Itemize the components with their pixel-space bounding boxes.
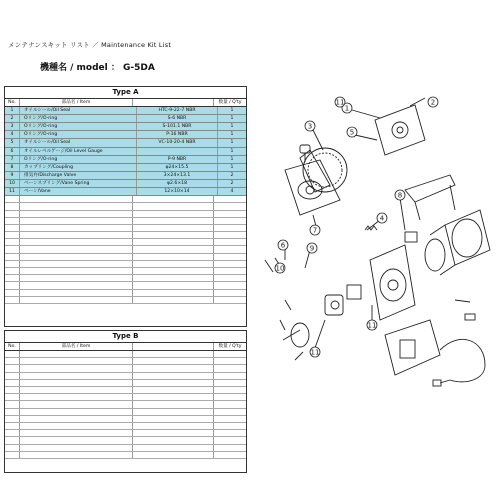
empty-cell bbox=[133, 196, 214, 202]
empty-cell bbox=[5, 437, 20, 443]
empty-row bbox=[5, 409, 246, 416]
col-no: No. bbox=[5, 343, 20, 350]
cell-qty: 4 bbox=[230, 189, 234, 195]
cell-spec: 12×10×14 bbox=[137, 188, 218, 195]
empty-cell bbox=[214, 380, 246, 386]
empty-cell bbox=[214, 282, 246, 288]
empty-cell bbox=[133, 203, 214, 209]
empty-cell bbox=[214, 290, 246, 296]
empty-cell bbox=[20, 261, 133, 267]
empty-cell bbox=[214, 218, 246, 224]
empty-cell bbox=[20, 254, 133, 260]
empty-cell bbox=[5, 380, 20, 386]
empty-cell bbox=[133, 437, 214, 443]
kit-list-title: メンテナンスキット リスト ／ Maintenance Kit List bbox=[8, 41, 172, 49]
svg-text:11: 11 bbox=[335, 98, 345, 107]
empty-cell bbox=[133, 423, 214, 429]
empty-row bbox=[5, 423, 246, 430]
callout-11c bbox=[310, 347, 320, 357]
empty-row bbox=[5, 246, 246, 253]
cell-name: Oリング/O-ring bbox=[20, 115, 137, 122]
empty-row bbox=[5, 239, 246, 246]
svg-text:4: 4 bbox=[379, 214, 385, 223]
svg-text:2: 2 bbox=[430, 98, 436, 107]
empty-cell bbox=[133, 351, 214, 357]
empty-cell bbox=[133, 394, 214, 400]
svg-text:9: 9 bbox=[309, 244, 315, 253]
empty-cell bbox=[20, 452, 133, 458]
empty-cell bbox=[133, 268, 214, 274]
empty-cell bbox=[5, 452, 20, 458]
empty-cell bbox=[133, 401, 214, 407]
empty-row bbox=[5, 445, 246, 452]
empty-cell bbox=[214, 373, 246, 379]
empty-cell bbox=[214, 409, 246, 415]
empty-row bbox=[5, 282, 246, 289]
empty-cell bbox=[20, 430, 133, 436]
empty-cell bbox=[5, 409, 20, 415]
empty-cell bbox=[133, 416, 214, 422]
empty-cell bbox=[5, 211, 20, 217]
empty-cell bbox=[20, 358, 133, 364]
cell-no: 5 bbox=[5, 139, 20, 146]
empty-row bbox=[5, 268, 246, 275]
empty-cell bbox=[5, 430, 20, 436]
cell-no: 4 bbox=[5, 131, 20, 138]
empty-row bbox=[5, 211, 246, 218]
cell-name: カップリング/Coupling bbox=[20, 164, 137, 171]
type-b-table bbox=[4, 330, 247, 473]
empty-cell bbox=[5, 394, 20, 400]
empty-row bbox=[5, 351, 246, 358]
empty-row bbox=[5, 290, 246, 297]
empty-cell bbox=[20, 297, 133, 303]
type-b-header-row bbox=[5, 343, 246, 351]
empty-cell bbox=[20, 225, 133, 231]
empty-cell bbox=[214, 254, 246, 260]
empty-row bbox=[5, 387, 246, 394]
empty-cell bbox=[5, 416, 20, 422]
empty-cell bbox=[214, 351, 246, 357]
exploded-parts-diagram bbox=[255, 90, 495, 390]
col-item: 部品名 / Item bbox=[20, 99, 133, 106]
cell-name: ベーンスプリング/Vane Spring bbox=[20, 180, 137, 187]
empty-cell bbox=[5, 246, 20, 252]
cell-no: 10 bbox=[5, 180, 20, 187]
empty-cell bbox=[5, 218, 20, 224]
callout-2 bbox=[428, 97, 438, 107]
empty-cell bbox=[133, 239, 214, 245]
empty-cell bbox=[214, 297, 246, 303]
empty-cell bbox=[5, 275, 20, 281]
empty-row bbox=[5, 275, 246, 282]
empty-row bbox=[5, 254, 246, 261]
table-row bbox=[5, 148, 246, 156]
empty-cell bbox=[5, 373, 20, 379]
empty-cell bbox=[5, 365, 20, 371]
cell-name: ベーン/Vane bbox=[20, 188, 137, 195]
cell-name: オイルシール/Oil Seal bbox=[20, 139, 137, 146]
cell-qty: 1 bbox=[230, 108, 234, 114]
table-row bbox=[5, 180, 246, 188]
empty-cell bbox=[20, 394, 133, 400]
col-no: No. bbox=[5, 99, 20, 106]
empty-cell bbox=[133, 380, 214, 386]
callout-11 bbox=[335, 97, 345, 107]
empty-cell bbox=[214, 275, 246, 281]
empty-cell bbox=[214, 452, 246, 458]
empty-cell bbox=[5, 290, 20, 296]
cell-name: Oリング/O-ring bbox=[20, 131, 137, 138]
cell-no: 1 bbox=[5, 107, 20, 114]
empty-cell bbox=[20, 380, 133, 386]
cell-no: 6 bbox=[5, 148, 20, 155]
cell-name: 排気弁/Discharge Valve bbox=[20, 172, 137, 179]
empty-cell bbox=[5, 239, 20, 245]
empty-row bbox=[5, 373, 246, 380]
col-spec bbox=[133, 343, 214, 350]
empty-cell bbox=[214, 430, 246, 436]
table-row bbox=[5, 115, 246, 123]
empty-cell bbox=[214, 203, 246, 209]
empty-cell bbox=[133, 290, 214, 296]
empty-cell bbox=[133, 232, 214, 238]
empty-row bbox=[5, 365, 246, 372]
empty-cell bbox=[214, 365, 246, 371]
cell-spec: S-6 NBR bbox=[137, 115, 218, 122]
empty-row bbox=[5, 358, 246, 365]
empty-cell bbox=[133, 358, 214, 364]
empty-cell bbox=[133, 254, 214, 260]
empty-cell bbox=[133, 218, 214, 224]
svg-text:3: 3 bbox=[307, 122, 313, 131]
empty-cell bbox=[5, 282, 20, 288]
empty-row bbox=[5, 232, 246, 239]
empty-cell bbox=[20, 409, 133, 415]
cell-name: Oリング/O-ring bbox=[20, 123, 137, 130]
empty-cell bbox=[214, 358, 246, 364]
empty-cell bbox=[133, 365, 214, 371]
col-item: 部品名 / Item bbox=[20, 343, 133, 350]
cell-qty: 1 bbox=[230, 164, 234, 170]
cell-spec: HTC-9-22-7 NBR bbox=[137, 107, 218, 114]
empty-row bbox=[5, 196, 246, 203]
type-b-title: Type B bbox=[5, 331, 246, 343]
empty-cell bbox=[5, 351, 20, 357]
empty-cell bbox=[20, 401, 133, 407]
callout-7 bbox=[310, 225, 320, 235]
empty-cell bbox=[5, 297, 20, 303]
empty-cell bbox=[214, 401, 246, 407]
empty-cell bbox=[20, 351, 133, 357]
empty-cell bbox=[5, 268, 20, 274]
table-row bbox=[5, 139, 246, 147]
empty-cell bbox=[20, 387, 133, 393]
cell-no: 7 bbox=[5, 156, 20, 163]
svg-text:11: 11 bbox=[310, 348, 320, 357]
empty-cell bbox=[133, 282, 214, 288]
empty-cell bbox=[214, 394, 246, 400]
empty-cell bbox=[20, 445, 133, 451]
svg-text:5: 5 bbox=[349, 128, 355, 137]
empty-cell bbox=[20, 246, 133, 252]
cell-spec: S-101.1 NBR bbox=[137, 123, 218, 130]
col-qty: 数量 / Q'ty bbox=[218, 344, 242, 349]
callout-6 bbox=[278, 240, 288, 250]
empty-row bbox=[5, 380, 246, 387]
table-row bbox=[5, 156, 246, 164]
table-row bbox=[5, 123, 246, 131]
col-qty: 数量 / Q'ty bbox=[218, 100, 242, 105]
empty-cell bbox=[20, 211, 133, 217]
empty-cell bbox=[133, 275, 214, 281]
empty-cell bbox=[133, 246, 214, 252]
empty-cell bbox=[5, 387, 20, 393]
cell-spec: φ2.6×18 bbox=[137, 180, 218, 187]
empty-row bbox=[5, 430, 246, 437]
empty-cell bbox=[20, 203, 133, 209]
empty-cell bbox=[5, 254, 20, 260]
cell-no: 8 bbox=[5, 164, 20, 171]
empty-cell bbox=[20, 268, 133, 274]
cell-spec: 3×24×13.1 bbox=[137, 172, 218, 179]
cell-qty: 1 bbox=[230, 132, 234, 138]
empty-cell bbox=[214, 196, 246, 202]
empty-cell bbox=[133, 430, 214, 436]
empty-cell bbox=[133, 211, 214, 217]
callout-8 bbox=[395, 190, 405, 200]
cell-spec: P-16 NBR bbox=[137, 131, 218, 138]
empty-cell bbox=[20, 282, 133, 288]
empty-cell bbox=[214, 416, 246, 422]
cell-name: オイルレベルゲージ/Oil Level Gauge bbox=[20, 148, 137, 155]
empty-cell bbox=[214, 445, 246, 451]
svg-text:1: 1 bbox=[344, 104, 350, 113]
empty-row bbox=[5, 218, 246, 225]
callout-11b bbox=[367, 320, 377, 330]
svg-text:6: 6 bbox=[280, 241, 286, 250]
empty-row bbox=[5, 297, 246, 304]
callout-5 bbox=[347, 127, 357, 137]
empty-row bbox=[5, 225, 246, 232]
empty-cell bbox=[214, 239, 246, 245]
empty-cell bbox=[5, 203, 20, 209]
empty-cell bbox=[20, 423, 133, 429]
empty-cell bbox=[5, 196, 20, 202]
cell-qty: 1 bbox=[230, 116, 234, 122]
empty-cell bbox=[5, 225, 20, 231]
empty-row bbox=[5, 401, 246, 408]
cell-qty: 1 bbox=[230, 140, 234, 146]
empty-cell bbox=[20, 373, 133, 379]
empty-cell bbox=[214, 246, 246, 252]
empty-cell bbox=[214, 437, 246, 443]
empty-cell bbox=[5, 423, 20, 429]
svg-text:11: 11 bbox=[367, 321, 377, 330]
cell-spec: P-9 NBR bbox=[137, 156, 218, 163]
empty-row bbox=[5, 437, 246, 444]
empty-row bbox=[5, 452, 246, 459]
cell-qty: 1 bbox=[230, 124, 234, 130]
cell-spec: VC-10-20-4 NBR bbox=[137, 139, 218, 146]
callout-4 bbox=[377, 213, 387, 223]
empty-row bbox=[5, 416, 246, 423]
cell-spec bbox=[137, 148, 218, 155]
empty-cell bbox=[133, 409, 214, 415]
empty-row bbox=[5, 394, 246, 401]
cell-no: 2 bbox=[5, 115, 20, 122]
empty-cell bbox=[133, 373, 214, 379]
empty-cell bbox=[5, 232, 20, 238]
empty-cell bbox=[133, 445, 214, 451]
empty-cell bbox=[214, 268, 246, 274]
table-row bbox=[5, 188, 246, 196]
type-a-title: Type A bbox=[5, 87, 246, 99]
cell-qty: 1 bbox=[230, 148, 234, 154]
empty-cell bbox=[214, 423, 246, 429]
empty-cell bbox=[133, 225, 214, 231]
callout-10 bbox=[275, 263, 285, 273]
cell-spec: φ24×15.5 bbox=[137, 164, 218, 171]
empty-cell bbox=[133, 452, 214, 458]
cell-name: Oリング/O-ring bbox=[20, 156, 137, 163]
empty-cell bbox=[5, 358, 20, 364]
empty-cell bbox=[20, 437, 133, 443]
table-row bbox=[5, 172, 246, 180]
type-a-header-row bbox=[5, 99, 246, 107]
table-row bbox=[5, 164, 246, 172]
empty-cell bbox=[133, 387, 214, 393]
svg-text:10: 10 bbox=[275, 264, 285, 273]
empty-cell bbox=[214, 232, 246, 238]
empty-cell bbox=[20, 239, 133, 245]
empty-cell bbox=[20, 416, 133, 422]
empty-cell bbox=[20, 218, 133, 224]
empty-cell bbox=[20, 196, 133, 202]
type-a-table bbox=[4, 86, 247, 327]
empty-cell bbox=[5, 401, 20, 407]
empty-cell bbox=[20, 290, 133, 296]
empty-cell bbox=[214, 211, 246, 217]
svg-text:7: 7 bbox=[312, 226, 318, 235]
cell-no: 3 bbox=[5, 123, 20, 130]
empty-row bbox=[5, 261, 246, 268]
empty-cell bbox=[214, 387, 246, 393]
empty-cell bbox=[20, 365, 133, 371]
empty-cell bbox=[5, 261, 20, 267]
empty-cell bbox=[20, 232, 133, 238]
callout-9 bbox=[307, 243, 317, 253]
cell-name: オイルシール/Oil Seal bbox=[20, 107, 137, 114]
table-row bbox=[5, 107, 246, 115]
cell-qty: 2 bbox=[230, 180, 234, 186]
model-label: 機種名 / model ： G-5DA bbox=[40, 63, 155, 73]
callout-3 bbox=[305, 121, 315, 131]
empty-cell bbox=[214, 261, 246, 267]
cell-no: 11 bbox=[5, 188, 20, 195]
empty-cell bbox=[214, 225, 246, 231]
svg-text:8: 8 bbox=[397, 191, 403, 200]
empty-row bbox=[5, 203, 246, 210]
empty-cell bbox=[20, 275, 133, 281]
cell-qty: 2 bbox=[230, 172, 234, 178]
empty-cell bbox=[133, 297, 214, 303]
cell-qty: 1 bbox=[230, 156, 234, 162]
empty-cell bbox=[5, 445, 20, 451]
empty-cell bbox=[133, 261, 214, 267]
col-spec bbox=[133, 99, 214, 106]
table-row bbox=[5, 131, 246, 139]
cell-no: 9 bbox=[5, 172, 20, 179]
